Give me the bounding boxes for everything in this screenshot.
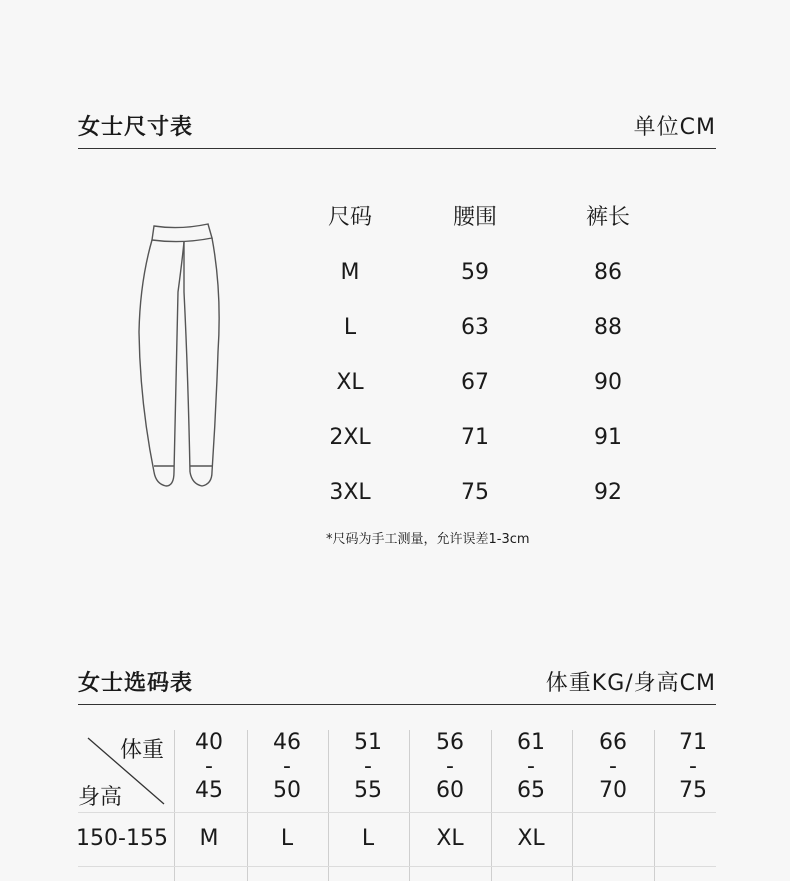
length-cell: 92 [594,480,622,505]
size-cell: 3XL [329,480,371,505]
size-table-header [300,198,680,238]
size-cell: L [343,315,357,340]
weight-sep: - [283,754,291,779]
weight-range [176,731,242,803]
weight-sep: - [609,754,617,779]
weight-to: 75 [679,778,707,803]
weight-range [335,731,401,803]
weight-to: 60 [436,778,464,803]
size-chart-title: 女士尺寸表 [78,115,194,140]
column-divider [654,730,655,881]
table-row [300,473,680,513]
weight-range [498,731,564,803]
waist-cell: 75 [461,480,489,505]
table-row [300,253,680,293]
recommended-size: M [199,826,219,851]
weight-range [660,731,726,803]
weight-range [580,731,646,803]
weight-to: 50 [273,778,301,803]
column-divider [491,730,492,881]
waist-cell: 63 [461,315,489,340]
column-divider [174,730,175,881]
header-size: 尺码 [327,205,372,230]
length-cell: 90 [594,370,622,395]
weight-from: 46 [273,730,301,755]
waist-cell: 67 [461,370,489,395]
select-chart-unit: 体重KG/身高CM [545,671,716,696]
weight-range [417,731,483,803]
table-row [300,418,680,458]
weight-from: 66 [599,730,627,755]
table-row [300,363,680,403]
measurement-note: *尺码为手工测量，允许误差1-3cm [326,532,530,547]
column-divider [409,730,410,881]
size-cell: XL [336,370,364,395]
column-divider [247,730,248,881]
header-length: 裤长 [585,205,630,230]
size-chart-unit: 单位CM [633,115,716,140]
weight-to: 45 [195,778,223,803]
recommended-size: L [361,826,375,851]
weight-sep: - [527,754,535,779]
length-cell: 86 [594,260,622,285]
weight-from: 61 [517,730,545,755]
row-divider [78,812,716,813]
weight-sep: - [689,754,697,779]
select-chart-header [78,666,716,705]
recommended-size: XL [517,826,545,851]
weight-sep: - [446,754,454,779]
weight-from: 51 [354,730,382,755]
size-chart-header [78,110,716,149]
recommended-size: L [280,826,294,851]
table-row [300,308,680,348]
select-chart-title: 女士选码表 [78,671,194,696]
size-cell: 2XL [329,425,371,450]
length-cell: 91 [594,425,622,450]
row-divider [78,866,716,867]
weight-sep: - [364,754,372,779]
pants-illustration [130,222,226,490]
weight-to: 65 [517,778,545,803]
column-divider [328,730,329,881]
weight-sep: - [205,754,213,779]
corner-height-label: 身高 [78,785,123,810]
weight-from: 56 [436,730,464,755]
weight-from: 71 [679,730,707,755]
length-cell: 88 [594,315,622,340]
recommended-size: XL [436,826,464,851]
size-cell: M [340,260,360,285]
corner-weight-label: 体重 [120,738,165,763]
waist-cell: 71 [461,425,489,450]
column-divider [572,730,573,881]
weight-from: 40 [195,730,223,755]
height-range-label: 150-155 [76,826,168,851]
waist-cell: 59 [461,260,489,285]
header-waist: 腰围 [452,205,497,230]
weight-range [254,731,320,803]
weight-to: 55 [354,778,382,803]
weight-to: 70 [599,778,627,803]
